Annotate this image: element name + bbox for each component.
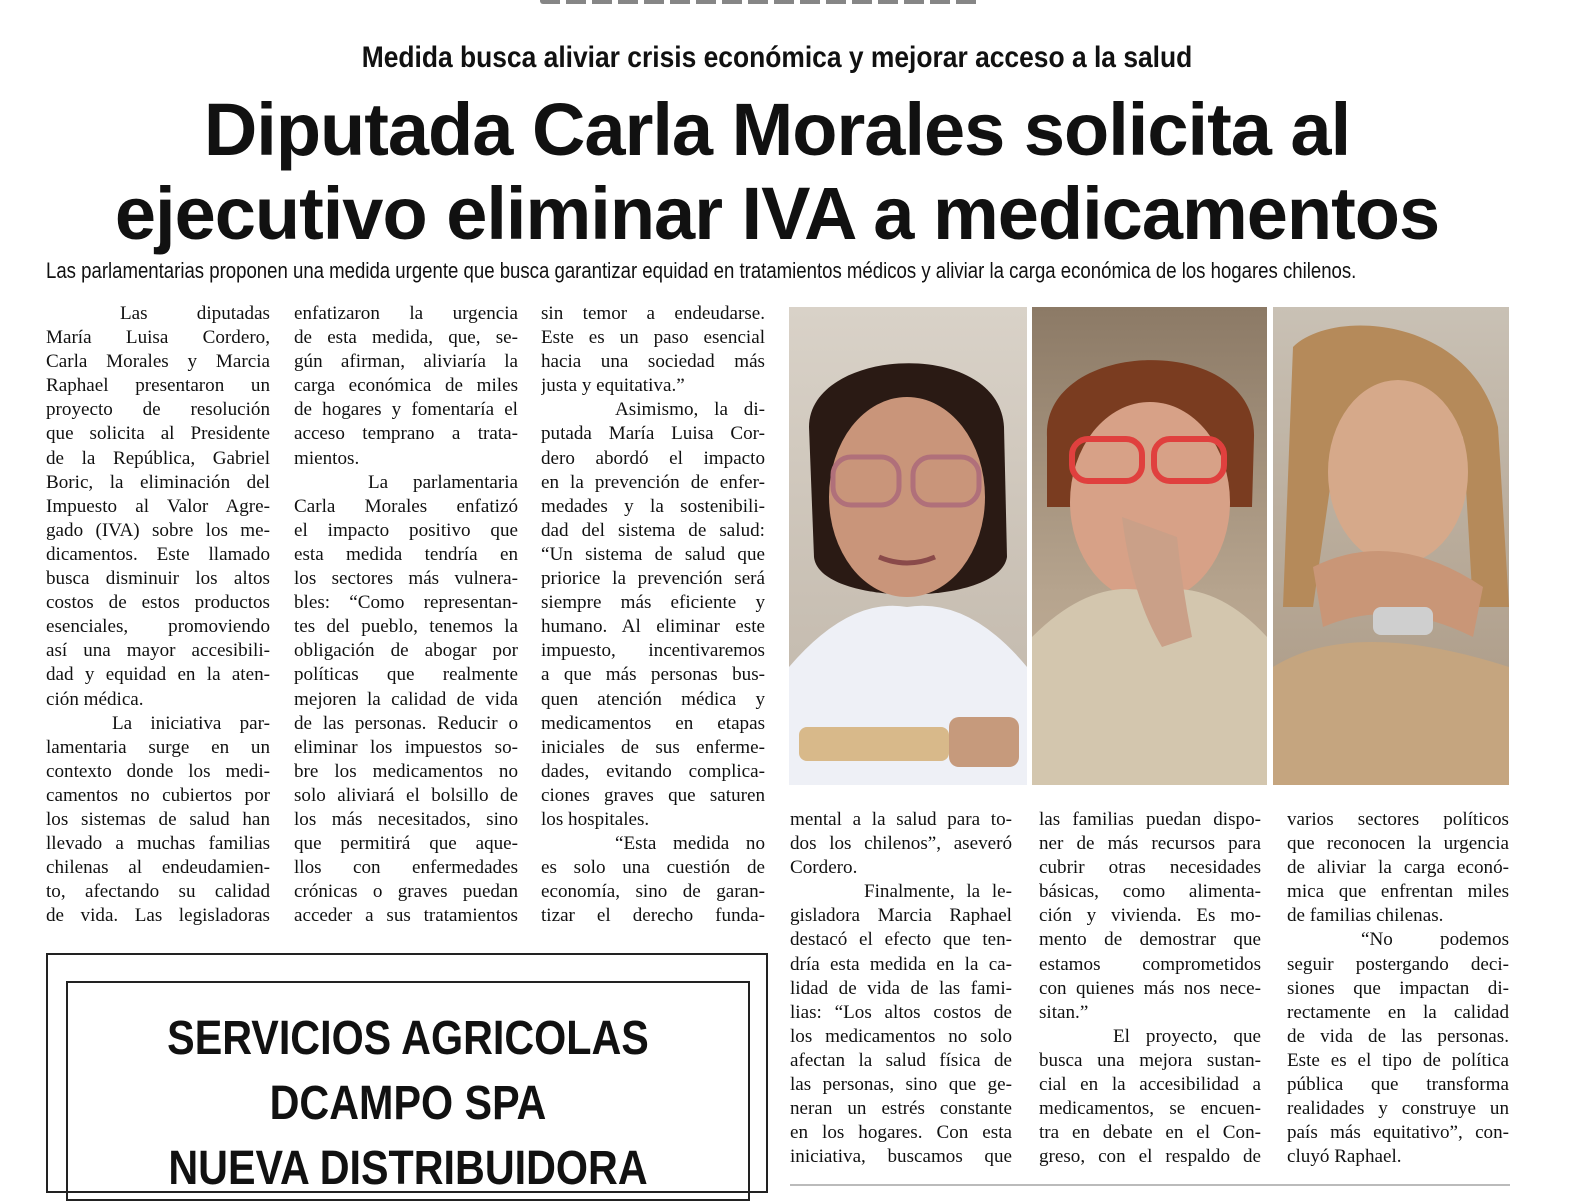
text-line: priorice la prevención será <box>541 568 765 590</box>
text-line: mento de demostrar que <box>1039 929 1261 951</box>
text-line: humano. Al eliminar este <box>541 616 765 638</box>
text-line: que permitirá que aque- <box>294 833 518 855</box>
article-deck: Las parlamentarias proponen una medida urgente que busca garantizar equidad en tratamientos médicos y aliviar la carga económica de los hogares chilenos. <box>46 258 1357 283</box>
text-line: quen atención médica y <box>541 688 765 710</box>
ad-line-1: SERVICIOS AGRICOLAS <box>167 1012 649 1065</box>
text-line: Las diputadas <box>120 303 270 324</box>
text-line: camentos no cubiertos por <box>46 784 270 806</box>
portrait-woman-glasses-icon <box>789 307 1027 785</box>
text-line: mica que enfrentan miles <box>1287 881 1509 903</box>
text-line: dero abordó el impacto <box>541 447 765 469</box>
headline-line-2: ejecutivo eliminar IVA a medicamentos <box>114 172 1440 255</box>
text-line: es solo una cuestión de <box>541 857 765 879</box>
text-line: Finalmente, la le- <box>864 881 1012 903</box>
text-line: pública que transforma <box>1287 1074 1509 1096</box>
text-line: dría esta medida en la ca- <box>790 953 1012 975</box>
ad-line-2: DCAMPO SPA <box>269 1077 547 1130</box>
text-line: Este es un paso esencial <box>541 327 765 349</box>
text-line: El proyecto, que <box>1113 1025 1261 1047</box>
text-line: mejoren la calidad de vida <box>294 688 518 710</box>
text-line: dades, evitando complica- <box>541 760 765 782</box>
text-line: neran un estrés constante <box>790 1098 1012 1120</box>
text-line: “No podemos <box>1361 929 1509 951</box>
text-line: de las personas. Reducir o <box>294 712 518 734</box>
text-line: Raphael presentaron un <box>46 375 270 397</box>
text-line: dicamentos. Este llamado <box>46 543 270 565</box>
column-rule <box>790 1184 1510 1186</box>
advertisement-inner-frame <box>66 981 750 1201</box>
text-line: cluyó Raphael. <box>1287 1146 1402 1168</box>
text-line: los hospitales. <box>541 808 650 830</box>
text-line: ción médica. <box>46 688 144 710</box>
text-line: Carla Morales enfatizó <box>294 495 518 517</box>
advertisement-box <box>46 953 768 1193</box>
text-line: Impuesto al Valor Agre- <box>46 495 270 517</box>
text-line: sin temor a endeudarse. <box>541 303 765 324</box>
text-line: eliminar los impuestos so- <box>294 736 518 758</box>
text-line: así una mayor accesibili- <box>46 640 270 662</box>
article-column-5 <box>1039 808 1261 1169</box>
text-line: to, afectando su calidad <box>46 881 270 903</box>
text-line: gisladora Marcia Raphael <box>790 905 1012 927</box>
text-line: contexto donde los medi- <box>46 760 270 782</box>
text-line: medicamentos en etapas <box>541 712 765 734</box>
text-line: seguir postergando deci- <box>1287 953 1509 975</box>
text-line: realidades y construye un <box>1287 1098 1509 1120</box>
photo-panel-left <box>789 307 1027 785</box>
text-line: carga económica de miles <box>294 375 518 397</box>
text-line: proyecto de resolución <box>46 399 270 421</box>
text-line: tes del pueblo, tenemos la <box>294 616 518 638</box>
text-line: La parlamentaria <box>368 471 518 493</box>
text-line: de vida de las personas. <box>1287 1025 1509 1047</box>
text-line: Asimismo, la di- <box>615 399 765 421</box>
text-line: destacó el efecto que ten- <box>790 929 1012 951</box>
text-line: afectan la salud física de <box>790 1049 1012 1071</box>
masthead-fragment <box>540 0 980 4</box>
text-line: costos de estos productos <box>46 592 270 614</box>
portrait-woman-hands-icon <box>1273 307 1509 785</box>
text-line: de esta medida, que, se- <box>294 327 518 349</box>
text-line: La iniciativa par- <box>112 712 270 734</box>
text-line: siones que impactan di- <box>1287 977 1509 999</box>
text-line: a que más personas bus- <box>541 664 765 686</box>
text-line: “Esta medida no <box>615 833 765 855</box>
text-line: varios sectores políticos <box>1287 809 1509 830</box>
text-line: cubrir otras necesidades <box>1039 857 1261 879</box>
article-column-1 <box>46 302 270 928</box>
text-line: los sectores más vulnera- <box>294 568 518 590</box>
text-line: esenciales, promoviendo <box>46 616 270 638</box>
text-line: María Luisa Cordero, <box>46 327 270 349</box>
ad-line-3: NUEVA DISTRIBUIDORA <box>168 1142 648 1195</box>
text-line: greso, con el respaldo de <box>1039 1146 1261 1168</box>
text-line: cial en la accesibilidad a <box>1039 1074 1261 1096</box>
text-line: los sistemas de salud han <box>46 808 270 830</box>
text-line: busca disminuir los altos <box>46 568 270 590</box>
photo-panel-right <box>1273 307 1509 785</box>
text-line: iniciativa, buscamos que <box>790 1146 1012 1168</box>
text-line: gado (IVA) sobre los me- <box>46 519 270 541</box>
article-column-2 <box>294 302 518 928</box>
text-line: mental a la salud para to- <box>790 809 1012 830</box>
text-line: ciones graves que saturen <box>541 784 765 806</box>
headline-line-1: Diputada Carla Morales solicita al <box>203 88 1351 171</box>
text-line: “Un sistema de salud que <box>541 543 765 565</box>
text-line: las personas, sino que ge- <box>790 1074 1012 1096</box>
text-line: lamentaria surge en un <box>46 736 270 758</box>
text-line: de aliviar la carga econó- <box>1287 857 1509 879</box>
text-line: Boric, la eliminación del <box>46 471 270 493</box>
text-line: iniciales de sus enferme- <box>541 736 765 758</box>
text-line: con quienes más nos nece- <box>1039 977 1261 999</box>
text-line: tizar el derecho funda- <box>541 905 765 927</box>
text-line: país más equitativo”, con- <box>1287 1122 1509 1144</box>
text-line: lias: “Los altos costos de <box>790 1001 1012 1023</box>
text-line: acceso temprano a trata- <box>294 423 518 445</box>
text-line: en los hogares. Con esta <box>790 1122 1012 1144</box>
text-line: políticas que realmente <box>294 664 518 686</box>
text-line: sitan.” <box>1039 1001 1089 1023</box>
photo-panel-middle <box>1032 307 1267 785</box>
text-line: de vida. Las legisladoras <box>46 905 270 927</box>
text-line: llevado a muchas familias <box>46 833 270 855</box>
portrait-woman-red-glasses-icon <box>1032 307 1267 785</box>
text-line: bles: “Como representan- <box>294 592 518 614</box>
text-line: de hogares y fomentaría el <box>294 399 518 421</box>
text-line: solo aliviará el bolsillo de <box>294 784 518 806</box>
text-line: Este es el tipo de política <box>1287 1049 1509 1071</box>
text-line: las familias puedan dispo- <box>1039 809 1261 830</box>
text-line: crónicas o graves puedan <box>294 881 518 903</box>
text-line: los más necesitados, sino <box>294 808 518 830</box>
text-line: medicamentos, se encuen- <box>1039 1098 1261 1120</box>
text-line: putada María Luisa Cor- <box>541 423 765 445</box>
text-line: de la República, Gabriel <box>46 447 270 469</box>
text-line: estamos comprometidos <box>1039 953 1261 975</box>
text-line: en la prevención de enfer- <box>541 471 765 493</box>
text-line: rectamente en la calidad <box>1287 1001 1509 1023</box>
text-line: bre los medicamentos no <box>294 760 518 782</box>
text-line: ner de más recursos para <box>1039 833 1261 855</box>
article-photo <box>789 307 1509 785</box>
article-column-4 <box>790 808 1012 1169</box>
text-line: enfatizaron la urgencia <box>294 303 518 324</box>
text-line: Carla Morales y Marcia <box>46 351 270 373</box>
text-line: llos con enfermedades <box>294 857 518 879</box>
text-line: que solicita al Presidente <box>46 423 270 445</box>
text-line: lidad de vida de las fami- <box>790 977 1012 999</box>
text-line: tra en debate en el Con- <box>1039 1122 1261 1144</box>
article-headline <box>0 88 1554 256</box>
text-line: chilenas al endeudamien- <box>46 857 270 879</box>
text-line: medades y la sostenibili- <box>541 495 765 517</box>
text-line: Cordero. <box>790 857 858 879</box>
text-line: siempre más eficiente y <box>541 592 765 614</box>
text-line: el impacto positivo que <box>294 519 518 541</box>
text-line: que reconocen la urgencia <box>1287 833 1509 855</box>
text-line: dad y equidad en la aten- <box>46 664 270 686</box>
text-line: esta medida tendría en <box>294 543 518 565</box>
text-line: hacia una sociedad más <box>541 351 765 373</box>
article-column-3 <box>541 302 765 928</box>
text-line: impuesto, incentivaremos <box>541 640 765 662</box>
text-line: ción y vivienda. Es mo- <box>1039 905 1261 927</box>
article-column-6 <box>1287 808 1509 1169</box>
text-line: busca una mejora sustan- <box>1039 1049 1261 1071</box>
text-line: mientos. <box>294 447 360 469</box>
article-kicker: Medida busca aliviar crisis económica y mejorar acceso a la salud <box>361 41 1193 74</box>
text-line: dad del sistema de salud: <box>541 519 765 541</box>
text-line: justa y equitativa.” <box>541 375 685 397</box>
text-line: básicas, como alimenta- <box>1039 881 1261 903</box>
text-line: de familias chilenas. <box>1287 905 1444 927</box>
text-line: gún afirman, aliviaría la <box>294 351 518 373</box>
text-line: los medicamentos no solo <box>790 1025 1012 1047</box>
text-line: acceder a sus tratamientos <box>294 905 518 927</box>
text-line: dos los chilenos”, aseveró <box>790 833 1012 855</box>
text-line: obligación de abogar por <box>294 640 518 662</box>
text-line: economía, sino de garan- <box>541 881 765 903</box>
